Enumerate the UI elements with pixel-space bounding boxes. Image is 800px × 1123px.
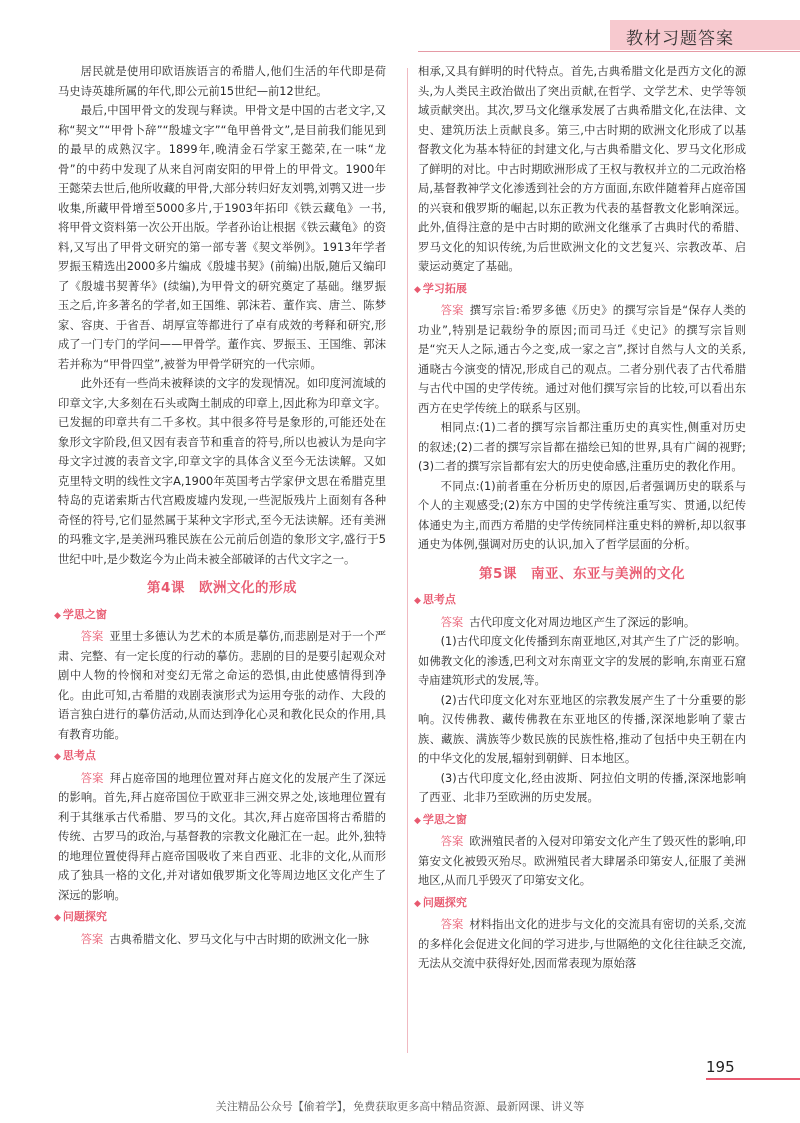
left-column: [58, 62, 386, 949]
section-heading: ◆ 思考点: [414, 590, 746, 612]
answer-text: 材料指出文化的进步与文化的交流具有密切的关系,交流的多样化会促进文化间的学习进步,与世隔绝的文化往往缺乏交流,无法从交流中获得好处,因而常表现为原始落: [418, 918, 746, 970]
paragraph: (3)古代印度文化,经由波斯、阿拉伯文明的传播,深深地影响了西亚、北非乃至欧洲的历史发展。: [418, 771, 746, 804]
paragraph: 此外还有一些尚未被释读的文字的发现情况。如印度河流域的印章文字,大多刻在石头或陶土制成的印章上,因此称为印章文字。已发掘的印章共有二千多枚。其中很多符号是象形的,可能还处在象形文字阶段,但又因有表音节和重音的符号,所以也被认为是向字母文字过渡的表音文字,印章文字的具体含义至今无法读解。又如克里特文明的线性文字A,1900年英国考古学家伊文思在希腊克里特岛的克诺索斯古代宫殿废墟内发现,一些泥版残片上面刻有各种奇怪的符号,它们显然属于某种文字形式,至今无法读解。还有美洲的玛雅文字,是美洲玛雅民族在公元前后创造的象形文字,盛行于5世纪中叶,是少数迄今为止尚未被全部破译的古代文字之一。: [58, 377, 386, 566]
section-heading: ◆ 问题探究: [54, 907, 386, 929]
section-heading: ◆ 学习拓展: [414, 279, 746, 301]
page-number-rule: [706, 1078, 800, 1080]
answer-text: 古典希腊文化、罗马文化与中古时期的欧洲文化一脉: [109, 932, 370, 946]
paragraph: 不同点:(1)前者重在分析历史的原因,后者强调历史的联系与个人的主观感受;(2)东方中国的史学传统注重写实、贯通,以纪传体通史为主,而西方希腊的史学传统同样注重史料的辨析,却以叙事通史为体例,强调对历史的认识,加入了哲学层面的分析。: [418, 479, 746, 551]
section-heading: ◆ 学思之窗: [414, 810, 746, 832]
page-number: 195: [706, 1058, 735, 1076]
paragraph: (1)古代印度文化传播到东南亚地区,对其产生了广泛的影响。如佛教文化的渗透,巴利文对东南亚文字的发展的影响,东南亚石窟寺庙建筑形式的发展,等。: [418, 635, 746, 687]
answer-label: 答案: [440, 304, 464, 317]
header-rule: [418, 51, 800, 52]
answer-text: 欧洲殖民者的入侵对印第安文化产生了毁灭性的影响,印第安文化被毁灭殆尽。欧洲殖民者大肆屠杀印第安人,征服了美洲地区,从而几乎毁灭了印第安文化。: [418, 835, 746, 887]
paragraph: (2)古代印度文化对东亚地区的宗教发展产生了十分重要的影响。汉传佛教、藏传佛教在东亚地区的传播,深深地影响了蒙古族、藏族、满族等少数民族的民族性格,推动了包括中央王朝在内的中华文化的发展,辐射到朝鲜、日本地区。: [418, 693, 746, 765]
answer-label: 答案: [440, 918, 464, 931]
answer-label: 答案: [80, 932, 104, 946]
answer-label: 答案: [440, 835, 464, 848]
paragraph: 居民就是使用印欧语族语言的希腊人,他们生活的年代即是荷马史诗英雄所属的年代,即公元前15世纪—前12世纪。: [58, 65, 386, 98]
paragraph: 最后,中国甲骨文的发现与释读。甲骨文是中国的古老文字,又称“契文”“甲骨卜辞”“殷墟文字”“龟甲兽骨文”,是目前我们能见到的最早的成熟汉字。1899年,晚清金石学家王懿荣,在一味“龙骨”的中药中发现了从来自河南安阳的甲骨上的甲骨文。1900年王懿荣去世后,他所收藏的甲骨,大部分转归好友刘鹗,刘鹗又进一步收集,所藏甲骨增至5000多片,于1903年拓印《铁云藏龟》一书,将甲骨文资料第一次公开出版。学者孙诒让根据《铁云藏龟》的资料,又写出了甲骨文研究的第一部专著《契文举例》。1913年学者罗振玉精选出2000多片编成《殷墟书契》(前编)出版,随后又编印了《殷墟书契菁华》(续编),为甲骨文的研究奠定了基础。继罗振玉之后,许多著名的学者,如王国维、郭沫若、董作宾、唐兰、陈梦家、容庚、于省吾、胡厚宣等都进行了卓有成效的考释和研究,形成了一门专门的学问——甲骨学。董作宾、罗振玉、王国维、郭沫若并称为“甲骨四堂”,被誉为甲骨学研究的一代宗师。: [58, 104, 386, 371]
column-divider: [407, 68, 408, 1053]
footer-note: 关注精品公众号【偷着学】，免费获取更多高中精品资源、最新网课、讲义等: [215, 1100, 585, 1113]
paragraph: 相承,又具有鲜明的时代特点。首先,古典希腊文化是西方文化的源头,为人类民主政治做出了突出贡献,在哲学、文学艺术、史学等领域贡献突出。其次,罗马文化继承发展了古典希腊文化,在法律、文史、建筑历法上贡献良多。第三,中古时期的欧洲文化形成了以基督教文化为基本特征的封建文化,与古典希腊文化、罗马文化形成了鲜明的对比。中古时期欧洲形成了王权与教权并立的二元政治格局,基督教神学文化渗透到社会的方方面面,东欧伴随着拜占庭帝国的兴衰和俄罗斯的崛起,以东正教为代表的基督教文化影响深远。此外,值得注意的是中古时期的欧洲文化继承了古典时代的希腊、罗马文化的知识传统,为后世欧洲文化的文艺复兴、宗教改革、启蒙运动奠定了基础。: [418, 65, 746, 273]
section-heading: ◆ 问题探究: [414, 893, 746, 915]
answer-text: 古代印度文化对周边地区产生了深远的影响。: [469, 615, 696, 629]
answer-label: 答案: [80, 771, 104, 785]
answer-text: 拜占庭帝国的地理位置对拜占庭文化的发展产生了深远的影响。首先,拜占庭帝国位于欧亚非三洲交界之处,该地理位置有利于其继承古代希腊、罗马的文化。其次,拜占庭帝国将古希腊的传统、古罗马的政治,与基督教的宗教文化融汇在一起。此外,独特的地理位置使得拜占庭帝国吸收了来自西亚、北非的文化,从而形成了独具一格的文化,并对诸如俄罗斯文化等周边地区文化产生了深远的影响。: [58, 771, 386, 902]
paragraph: 相同点:(1)二者的撰写宗旨都注重历史的真实性,侧重对历史的叙述;(2)二者的撰写宗旨都在描绘已知的世界,具有广阔的视野;(3)二者的撰写宗旨都有宏大的历史使命感,注重历史的教化作用。: [418, 421, 746, 473]
lesson-5-title: 第5课 南亚、东亚与美洲的文化: [479, 565, 685, 582]
lesson-4-title: 第4课 欧洲文化的形成: [147, 580, 297, 596]
section-heading: ◆ 思考点: [54, 746, 386, 768]
answer-text: 撰写宗旨:希罗多德《历史》的撰写宗旨是“保存人类的功业”,特别是记载纷争的原因;而司马迁《史记》的撰写宗旨则是“究天人之际,通古今之变,成一家之言”,探讨自然与人文的关系,通晓古今演变的情况,形成自己的观点。二者分别代表了古代希腊与古代中国的史学传统。通过对他们撰写宗旨的比较,可以看出东西方在史学传统上的联系与区别。: [418, 304, 746, 415]
header-title: 教材习题答案: [626, 29, 734, 49]
section-heading: ◆ 学思之窗: [54, 605, 386, 627]
answer-label: 答案: [440, 615, 464, 629]
answer-label: 答案: [80, 630, 104, 643]
right-column: [418, 62, 746, 974]
answer-text: 亚里士多德认为艺术的本质是摹仿,而悲剧是对于一个严肃、完整、有一定长度的行动的摹仿。悲剧的目的是要引起观众对剧中人物的怜悯和对变幻无常之命运的恐惧,由此使感情得到净化。由此可知,古希腊的戏剧表演形式为运用夸张的动作、大段的语言独白进行的摹仿活动,从而达到净化心灵和教化民众的作用,具有教育功能。: [58, 630, 386, 741]
